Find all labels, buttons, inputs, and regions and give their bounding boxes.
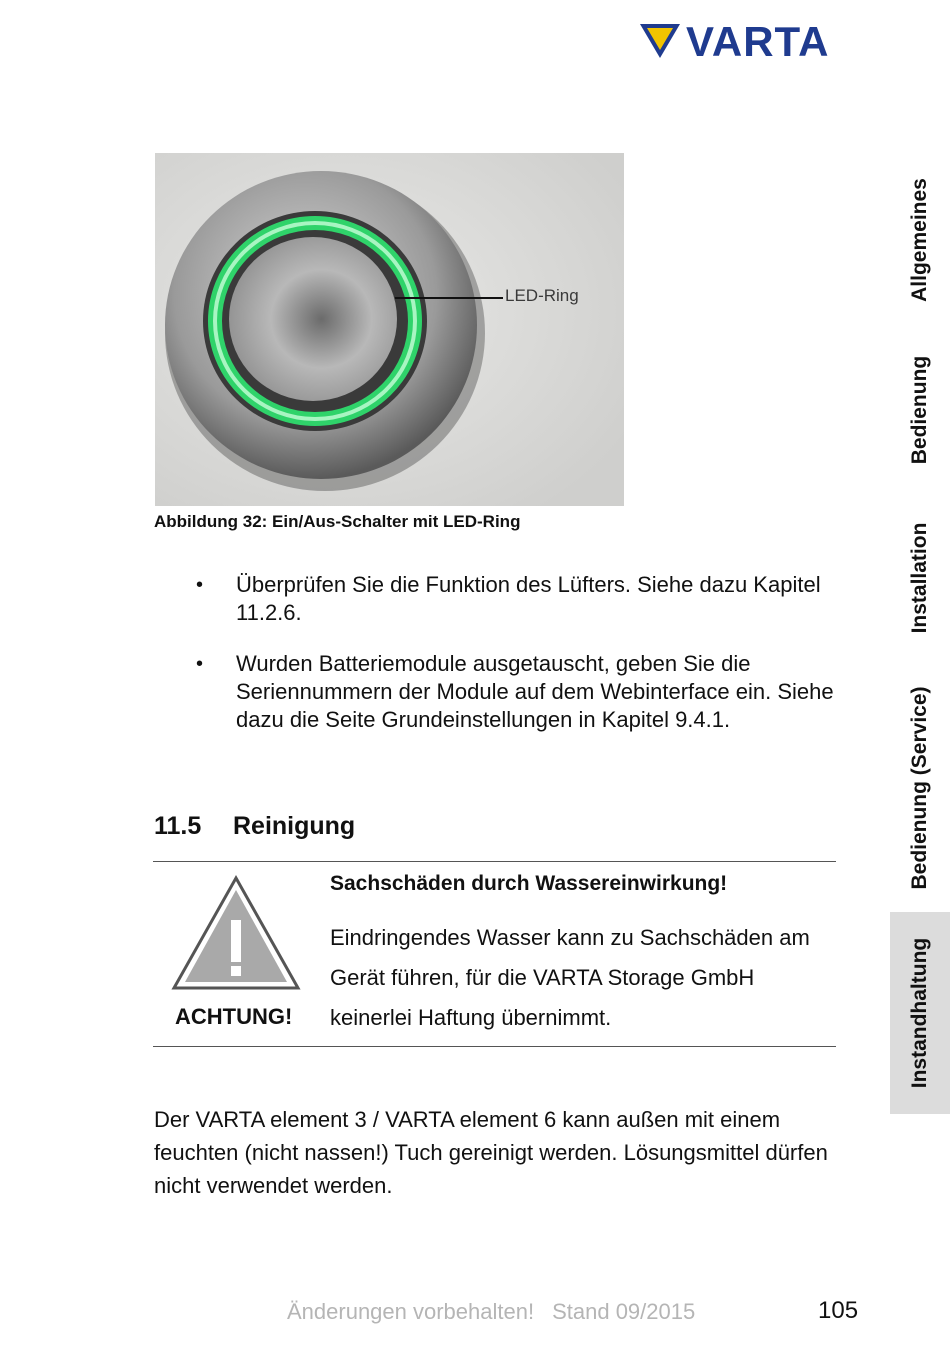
tab-label: Bedienung bbox=[908, 355, 931, 465]
warning-body: Eindringendes Wasser kann zu Sachschäden am Gerät führen, für die VARTA Storage GmbH keinerlei Haftung übernimmt. bbox=[330, 925, 810, 1030]
warning-title: Sachschäden durch Wassereinwirkung! bbox=[330, 872, 728, 895]
page-number: 105 bbox=[818, 1297, 859, 1324]
section-title: Reinigung bbox=[233, 812, 356, 840]
footer bbox=[287, 1299, 695, 1325]
tab-instandhaltung[interactable] bbox=[890, 912, 950, 1114]
list-item: • Überprüfen Sie die Funktion des Lüfters. Siehe dazu Kapitel 11.2.6. bbox=[196, 571, 836, 627]
tab-label: Allgemeines bbox=[908, 178, 931, 302]
warning-triangle-icon bbox=[170, 874, 302, 992]
footer-stand: Stand 09/2015 bbox=[552, 1299, 696, 1324]
warning-label: ACHTUNG! bbox=[175, 1004, 293, 1029]
power-button-photo bbox=[155, 153, 624, 506]
tab-installation[interactable] bbox=[890, 505, 950, 650]
section-number: 11.5 bbox=[154, 812, 202, 840]
tab-bedienung-service[interactable] bbox=[890, 670, 950, 905]
bullet-list bbox=[196, 571, 836, 757]
led-ring-label: LED-Ring bbox=[505, 286, 579, 305]
warning-box bbox=[153, 861, 836, 1047]
list-item: • Wurden Batteriemodule ausgetauscht, geben Sie die Seriennummern der Module auf dem Webinterface ein. Siehe dazu die Seite Grundeinstellungen in Kapitel 9.4.1. bbox=[196, 650, 836, 734]
footer-note: Änderungen vorbehalten! bbox=[287, 1299, 535, 1324]
tab-label: Installation bbox=[908, 522, 931, 633]
tab-bedienung[interactable] bbox=[890, 340, 950, 480]
tab-label: Instandhaltung bbox=[908, 937, 931, 1089]
figure-caption: Abbildung 32: Ein/Aus-Schalter mit LED-Ring bbox=[154, 512, 521, 531]
varta-logo bbox=[640, 18, 850, 65]
tab-label: Bedienung (Service) bbox=[908, 685, 931, 890]
body-paragraph: Der VARTA element 3 / VARTA element 6 kann außen mit einem feuchten (nicht nassen!) Tuch gereinigt werden. Lösungsmittel dürfen nicht verwendet werden. bbox=[154, 1107, 828, 1198]
tab-allgemeines[interactable] bbox=[890, 160, 950, 320]
section-heading bbox=[154, 812, 355, 841]
brand-name: VARTA bbox=[686, 18, 830, 65]
varta-v-emblem-icon bbox=[640, 24, 680, 58]
chapter-tabs bbox=[890, 0, 950, 1357]
